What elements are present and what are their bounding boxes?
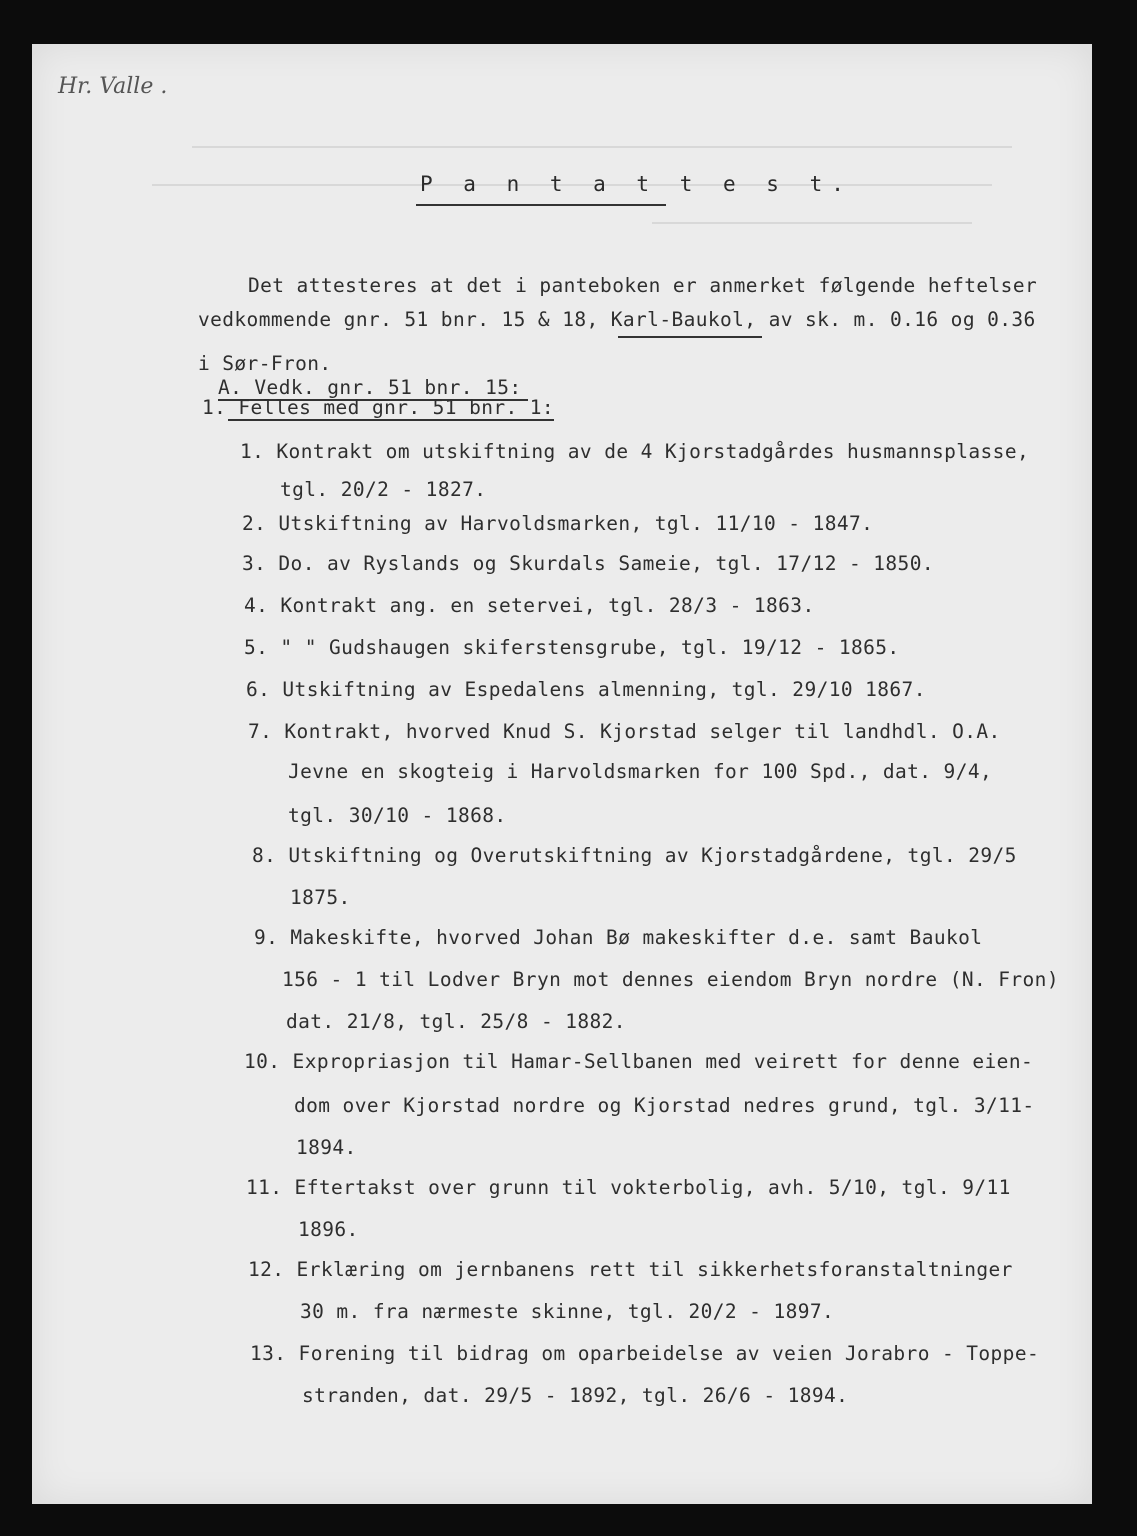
entry-line: 8. Utskiftning og Overutskiftning av Kjorstadgårdene, tgl. 29/5 bbox=[252, 844, 1017, 867]
entry-line: 2. Utskiftning av Harvoldsmarken, tgl. 11/10 - 1847. bbox=[242, 512, 874, 535]
name-underline bbox=[618, 336, 762, 338]
intro-line: vedkommende gnr. 51 bnr. 15 & 18, Karl-Baukol, av sk. m. 0.16 og 0.36 bbox=[198, 308, 1036, 331]
bleed-through-line bbox=[192, 146, 1012, 148]
entry-line: Jevne en skogteig i Harvoldsmarken for 100 Spd., dat. 9/4, bbox=[288, 760, 993, 783]
document-page bbox=[32, 44, 1092, 1504]
document-title: P a n t a t t e s t. bbox=[420, 172, 853, 196]
intro-line: Det attesteres at det i panteboken er anmerket følgende heftelser bbox=[248, 274, 1038, 297]
entry-line: 1. Kontrakt om utskiftning av de 4 Kjorstadgårdes husmannsplasse, bbox=[240, 440, 1030, 463]
entry-line: 13. Forening til bidrag om oparbeidelse av veien Jorabro - Toppe- bbox=[250, 1342, 1040, 1365]
entry-line: 9. Makeskifte, hvorved Johan Bø makeskifter d.e. samt Baukol bbox=[254, 926, 983, 949]
entry-line: 12. Erklæring om jernbanens rett til sikkerhetsforanstaltninger bbox=[248, 1258, 1013, 1281]
entry-line: 1894. bbox=[296, 1136, 357, 1159]
entry-line: tgl. 30/10 - 1868. bbox=[288, 804, 507, 827]
entry-line: dom over Kjorstad nordre og Kjorstad nedres grund, tgl. 3/11- bbox=[294, 1094, 1035, 1117]
entry-line: 3. Do. av Ryslands og Skurdals Sameie, tgl. 17/12 - 1850. bbox=[242, 552, 934, 575]
section-a-heading: A. Vedk. gnr. 51 bnr. 15: bbox=[218, 376, 522, 399]
entry-line: 6. Utskiftning av Espedalens almenning, tgl. 29/10 1867. bbox=[246, 678, 926, 701]
entry-line: 10. Expropriasjon til Hamar-Sellbanen med veirett for denne eien- bbox=[244, 1050, 1034, 1073]
entry-line: 30 m. fra nærmeste skinne, tgl. 20/2 - 1897. bbox=[300, 1300, 835, 1323]
section-1-heading: 1. Felles med gnr. 51 bnr. 1: bbox=[202, 396, 555, 419]
entry-line: 1875. bbox=[290, 886, 351, 909]
title-underline bbox=[416, 204, 666, 206]
intro-line: i Sør-Fron. bbox=[198, 352, 332, 375]
entry-line: tgl. 20/2 - 1827. bbox=[280, 478, 487, 501]
entry-line: 4. Kontrakt ang. en setervei, tgl. 28/3 - 1863. bbox=[244, 594, 815, 617]
entry-line: 156 - 1 til Lodver Bryn mot dennes eiendom Bryn nordre (N. Fron) bbox=[282, 968, 1059, 991]
bleed-through-line bbox=[652, 222, 972, 224]
handwritten-note: Hr. Valle . bbox=[58, 74, 168, 99]
entry-line: stranden, dat. 29/5 - 1892, tgl. 26/6 - 1894. bbox=[302, 1384, 849, 1407]
entry-line: dat. 21/8, tgl. 25/8 - 1882. bbox=[286, 1010, 626, 1033]
entry-line: 7. Kontrakt, hvorved Knud S. Kjorstad selger til landhdl. O.A. bbox=[248, 720, 1001, 743]
entry-line: 11. Eftertakst over grunn til vokterbolig, avh. 5/10, tgl. 9/11 bbox=[246, 1176, 1011, 1199]
entry-line: 5. " " Gudshaugen skiferstensgrube, tgl. 19/12 - 1865. bbox=[244, 636, 900, 659]
section-1-underline bbox=[228, 419, 554, 421]
entry-line: 1896. bbox=[298, 1218, 359, 1241]
